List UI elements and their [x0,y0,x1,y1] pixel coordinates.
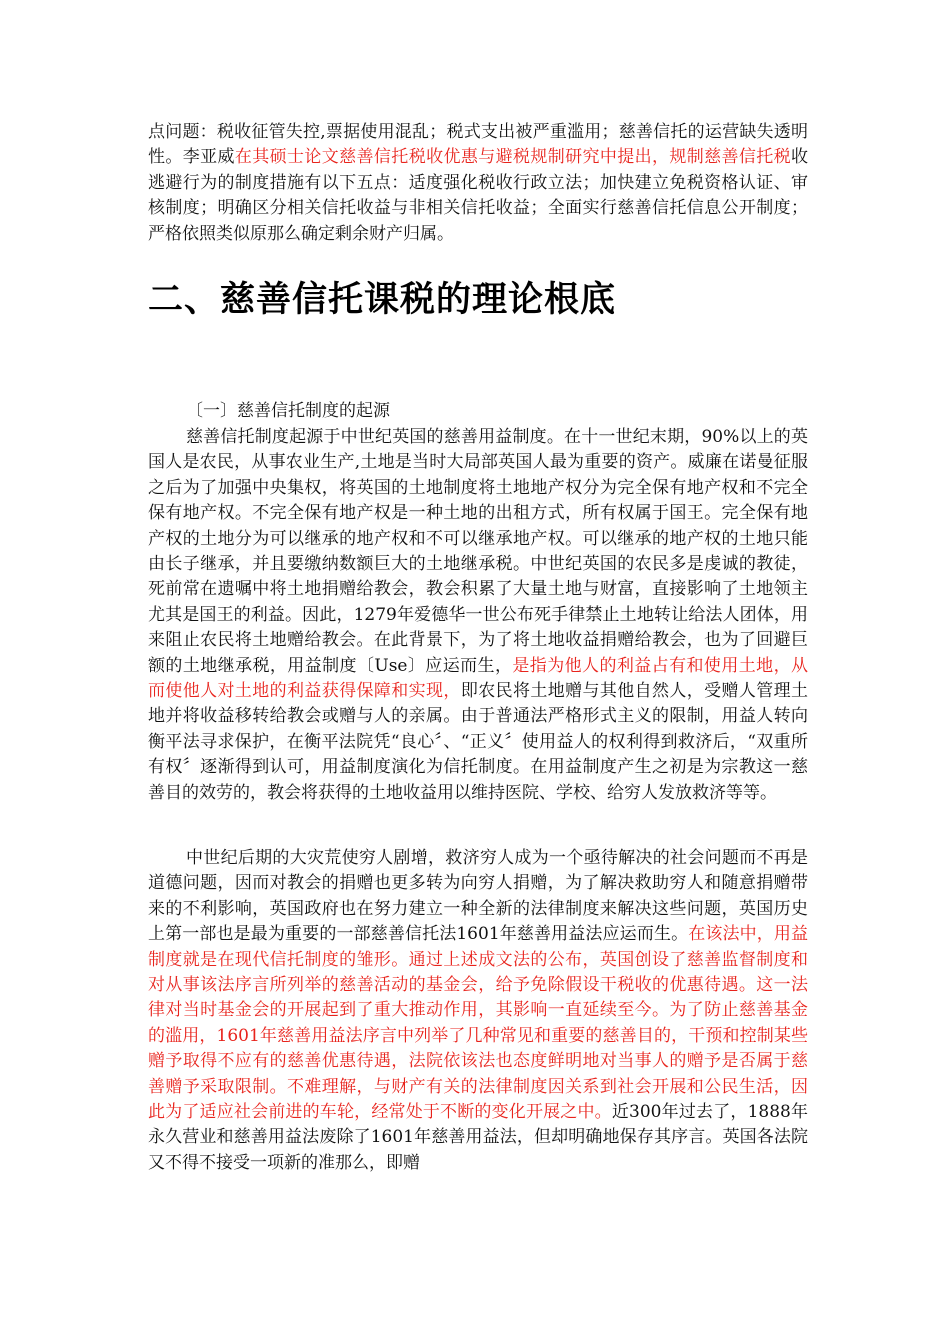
para2-text-3: 近300年过去了，1888年永久营业和慈善用益法废除了1601年慈善用益法，但却明确地保存其序言。英国各法院又不得不接受一项新的准那么，即赠 [148,1102,809,1173]
para1-text-3: 即农民将土地赠与其他自然人，受赠人管理土地并将收益移转给教会或赠与人的亲属。由于普通法严格形式主义的限制，用益人转向衡平法寻求保护，在衡平法院凭“良心〞、“正义〞使用益人的权利得到救济后，“双重所有权〞逐渐得到认可，用益制度演化为信托制度。在用益制度产生之初是为宗教这一慈善目的效劳的，教会将获得的土地收益用以维持医院、学校、给穷人发放救济等等。 [148,681,809,803]
para2-text-1: 中世纪后期的大灾荒使穷人剧增，救济穷人成为一个亟待解决的社会问题而不再是道德问题，因而对教会的捐赠也更多转为向穷人捐赠，为了解决救助穷人和随意捐赠带来的不利影响，英国政府也在努力建立一种全新的法律制度来解决这些问题，英国历史上第一部也是最为重要的一部慈善信托法1601年慈善用益法应运而生。 [148,848,808,945]
section-heading: 二、慈善信托课税的理论根底 [148,280,617,320]
body-paragraph-1 [148,425,808,806]
para1-text-1: 慈善信托制度起源于中世纪英国的慈善用益制度。在十一世纪末期，90%以上的英国人是农民，从事农业生产,土地是当时大局部英国人最为重要的资产。威廉在诺曼征服之后为了加强中央集权，将英国的土地制度将土地地产权分为完全保有地产权和不完全保有地产权。不完全保有地产权是一种土地的出租方式，所有权属于国王。完全保有地产权的土地分为可以继承的地产权和不可以继承地产权。可以继承的地产权的土地只能由长子继承，并且要缴纳数额巨大的土地继承税。中世纪英国的农民多是虔诚的教徒，死前常在遗嘱中将土地捐赠给教会，教会积累了大量土地与财富，直接影响了土地领主尤其是国王的利益。因此，1279年爱德华一世公布死手律禁止土地转让给法人团体，用来阻止农民将土地赠给教会。在此背景下，为了将土地收益捐赠给教会，也为了回避巨额的土地继承税，用益制度〔Use〕应运而生， [148,427,808,676]
para2-highlight: 在该法中，用益制度就是在现代信托制度的雏形。通过上述成文法的公布，英国创设了慈善监督制度和对从事该法序言所列举的慈善活动的基金会，给予免除假设干税收的优惠待遇。这一法律对当时基金会的开展起到了重大推动作用，其影响一直延续至今。为了防止慈善基金的滥用，1601年慈善用益法序言中列举了几种常见和重要的慈善目的，干预和控制某些赠予取得不应有的慈善优惠待遇，法院依该法也态度鲜明地对当事人的赠予是否属于慈善赠予采取限制。不难理解，与财产有关的法律制度因关系到社会开展和公民生活，因此为了适应社会前进的车轮，经常处于不断的变化开展之中。 [148,924,809,1123]
body-paragraph-2 [148,846,808,1176]
intro-paragraph [148,120,808,247]
para1-highlight: 是指为他人的利益占有和使用土地，从而使他人对土地的利益获得保障和实现， [148,655,808,702]
intro-text-3: 收逃避行为的制度措施有以下五点：适度强化税收行政立法；加快建立免税资格认证、审核制度；明确区分相关信托收益与非相关信托收益；全面实行慈善信托信息公开制度；严格依照类似原那么确定剩余财产归属。 [148,147,809,244]
intro-highlight: 在其硕士论文慈善信托税收优惠与避税规制研究中提出，规制慈善信托税 [234,147,792,168]
subsection-heading: 〔一〕慈善信托制度的起源 [186,401,390,421]
intro-text-1: 点问题：税收征管失控,票据使用混乱；税式支出被严重滥用；慈善信托的运营缺失透明性。李亚威 [148,122,808,168]
